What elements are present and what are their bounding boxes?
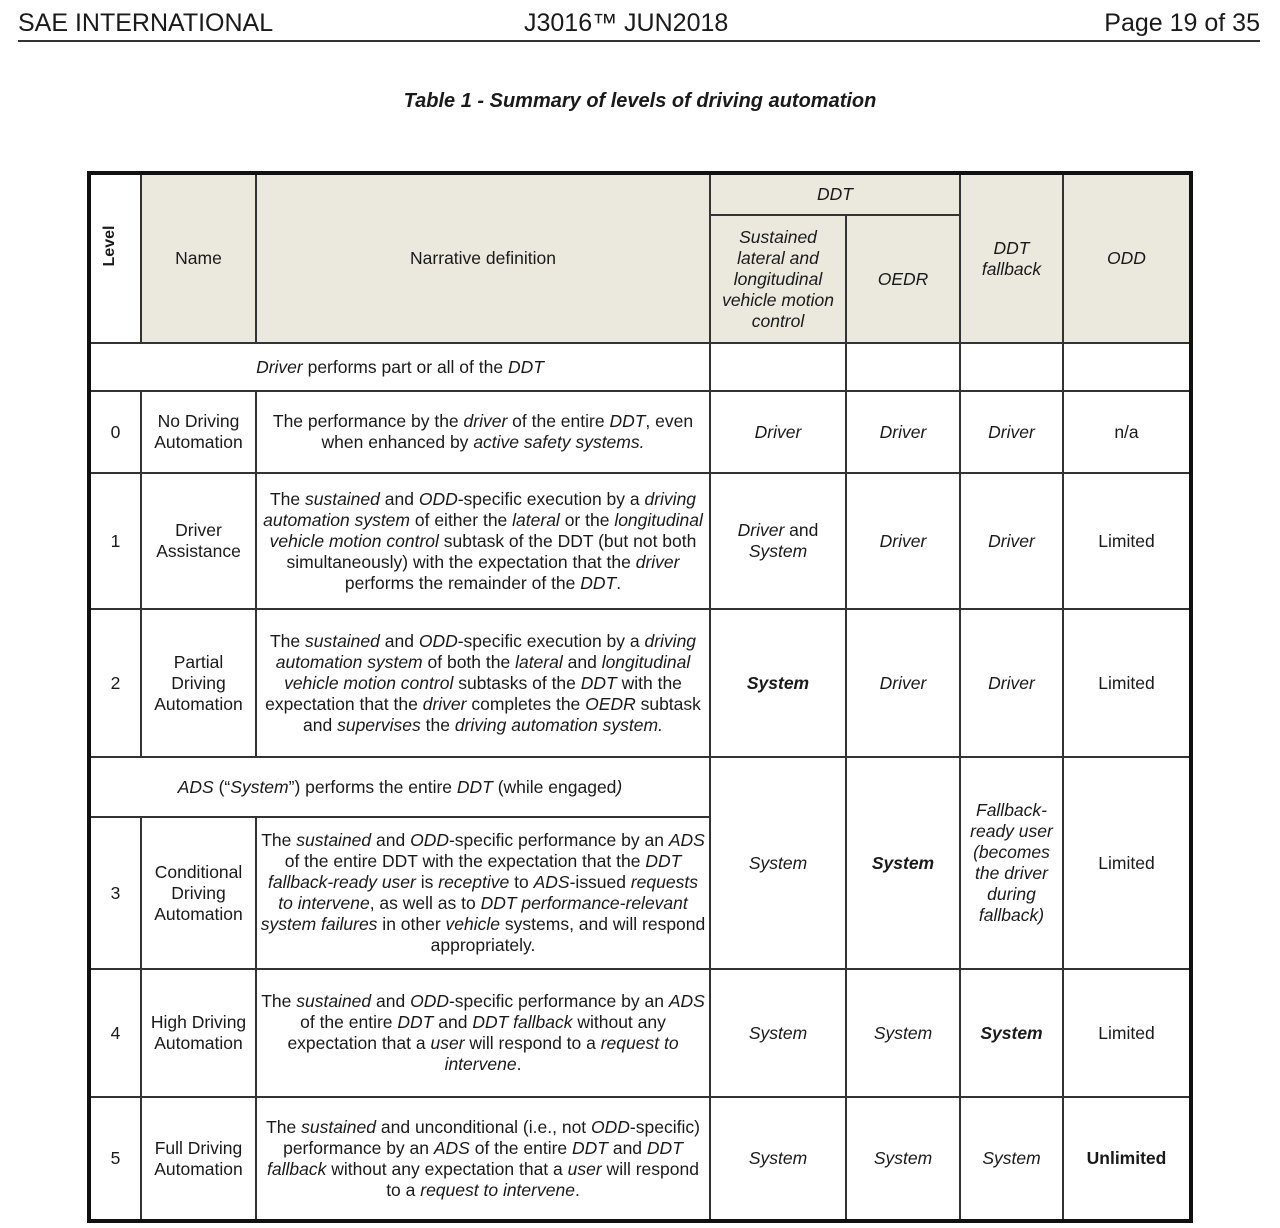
section-row [89,757,1191,817]
text-run: sustained [296,991,372,1011]
text-run: or the [559,509,615,530]
text-run: Driver [737,520,785,540]
text-run: System [230,776,289,797]
text-run: and [784,520,819,540]
text-run: n/a [1114,421,1139,442]
level-row [89,391,1191,473]
level-name: Partial Driving Automation [141,609,256,757]
text-run: and [607,1137,647,1158]
text-run: The performance by the [272,411,464,431]
text-run: longitudinal vehicle motion control [269,509,703,551]
text-run: ODD [418,488,458,509]
narrative-definition [256,817,710,969]
page-number: Page 19 of 35 [1104,9,1260,37]
text-run: System [748,541,808,561]
text-run: The [269,630,305,651]
section-label [89,343,710,391]
empty-cell [710,343,846,391]
text-run: . [616,572,622,593]
odd-cell [1063,473,1191,609]
text-run: , as well as to [369,893,481,913]
header-ddt-group: DDT [710,173,960,215]
text-run: subtask of the DDT (but not both simultaneously) with the expectation that the [286,530,697,572]
narrative-definition [256,969,710,1097]
text-run: will respond to a [386,1158,699,1200]
level-name: No Driving Automation [141,391,256,473]
narrative-definition [256,609,710,757]
odd-cell [1063,391,1191,473]
level-name: Conditional Driving Automation [141,817,256,969]
oedr-cell [846,609,960,757]
text-run: DDT [397,1012,434,1032]
text-run: of the entire [300,1012,398,1032]
narrative-definition [256,1097,710,1221]
oedr-cell [846,757,960,969]
text-run: and [379,630,419,651]
text-run: ODD [418,630,458,651]
level-number: 0 [89,391,141,473]
text-run: DDT fallback [267,1137,683,1179]
sustained-control-cell [710,609,846,757]
text-run: sustained [304,630,380,651]
text-run: DDT performance-relevant system failures [260,893,688,934]
org-name: SAE INTERNATIONAL [18,9,274,37]
text-run: is [415,872,439,892]
header-level: Level [89,173,141,343]
section-row [89,343,1191,391]
text-run: with the expectation that the [265,672,682,714]
text-run: and [433,1012,473,1032]
sustained-control-cell [710,391,846,473]
table-caption: Table 1 - Summary of levels of driving automation [403,90,877,112]
text-run: . [574,1179,580,1200]
doc-id: J3016™ JUN2018 [524,9,729,37]
text-run: and [379,488,419,509]
text-run: -specific) performance by an [283,1116,700,1158]
text-run: System [748,852,808,873]
text-run: DDT [580,672,617,693]
text-run: Fallback-ready user (becomes the driver during fallback) [970,800,1053,925]
text-run: -specific performance by an [448,991,669,1011]
header-name: Name [141,173,256,343]
text-run: and [371,991,411,1011]
level-name: High Driving Automation [141,969,256,1097]
text-run: without any expectation that a [287,1012,666,1053]
text-run: subtask and [303,693,701,735]
sustained-control-cell [710,969,846,1097]
text-run: ”) performs the entire [288,776,457,797]
text-run: of both the [422,651,516,672]
oedr-cell [846,1097,960,1221]
text-run: request to intervene [444,1033,679,1074]
level-row [89,473,1191,609]
automation-levels-table [87,171,1193,1223]
odd-cell [1063,1097,1191,1221]
oedr-cell [846,391,960,473]
header-narrative: Narrative definition [256,173,710,343]
level-name: Driver Assistance [141,473,256,609]
level-name: Full Driving Automation [141,1097,256,1221]
text-run: sustained [301,1116,377,1137]
header-odd: ODD [1063,173,1191,343]
text-run: requests to intervene [278,872,698,913]
text-run: -issued [569,872,631,892]
text-run: DDT fallback-ready user [268,851,682,892]
text-run: -specific performance by an [448,830,669,850]
text-run: vehicle [445,914,501,934]
text-run: driver [635,551,680,572]
text-run: Limited [1098,852,1155,873]
text-run: request to intervene [420,1179,575,1200]
text-run: (“ [213,776,231,797]
text-run: The [266,1116,302,1137]
odd-cell [1063,969,1191,1097]
fallback-cell [960,609,1063,757]
section-label [89,757,710,817]
text-run: of the entire DDT with the expectation that the [284,851,646,871]
text-run: of the entire [469,1137,573,1158]
text-run: System [982,1148,1041,1168]
text-run: longitudinal vehicle motion control [284,651,691,693]
text-run: DDT [572,1137,608,1158]
text-run: ADS [668,830,705,850]
sustained-control-cell [710,757,846,969]
text-run: Driver [879,672,927,693]
text-run: The [261,830,297,850]
text-run: sustained [304,488,380,509]
narrative-definition [256,391,710,473]
page-header [18,8,1260,42]
text-run: active safety systems. [473,432,645,452]
text-run: subtasks of the [453,672,581,693]
empty-cell [960,343,1063,391]
text-run: DDT [609,411,646,431]
text-run: System [873,1022,933,1043]
level-number: 3 [89,817,141,969]
text-run: ODD [591,1116,630,1137]
text-run: and unconditional (i.e., not [376,1116,592,1137]
text-run: Limited [1098,1022,1155,1043]
text-run: Limited [1098,672,1155,693]
text-run: OEDR [585,693,636,714]
empty-cell [1063,343,1191,391]
text-run: (while engaged [492,776,617,797]
fallback-cell [960,1097,1063,1221]
text-run: System [871,852,935,873]
text-run: The [261,991,297,1011]
header-ddt-fallback: DDT fallback [960,173,1063,343]
text-run: Driver [988,530,1035,551]
text-run: The [269,488,305,509]
level-number: 2 [89,609,141,757]
text-run: Driver [754,421,802,442]
text-run: -specific execution by a [457,488,645,509]
text-run: ADS [533,872,570,892]
text-run: Driver [879,530,927,551]
oedr-cell [846,969,960,1097]
text-run: performs the remainder of the [344,572,581,593]
text-run: in other [377,914,446,934]
text-run: Unlimited [1086,1148,1167,1168]
text-run: completes the [466,693,586,714]
text-run: driver [463,411,508,431]
empty-cell [846,343,960,391]
text-run: -specific execution by a [457,630,645,651]
level-number: 4 [89,969,141,1097]
text-run: ADS [668,991,705,1011]
text-run: DDT [456,776,493,797]
text-run: will respond to a [464,1033,601,1053]
odd-cell [1063,757,1191,969]
text-run: DDT [580,572,617,593]
text-run: . [516,1054,522,1074]
level-row [89,609,1191,757]
text-run: driver [422,693,467,714]
text-run: System [746,672,810,693]
header-oedr: OEDR [846,215,960,343]
text-run: ADS [177,776,214,797]
text-run: driving automation system [263,488,697,530]
text-run: systems, and will respond appropriately. [430,914,706,955]
text-run: supervises [337,714,421,735]
text-run: DDT [507,356,544,377]
text-run: driving automation system [275,630,697,672]
text-run: Limited [1098,530,1155,551]
text-run: System [873,1148,933,1168]
text-run: lateral [512,509,560,530]
fallback-cell [960,969,1063,1097]
text-run: Driver [988,672,1035,693]
text-run: without any expectation that a [326,1158,568,1179]
level-row [89,1097,1191,1221]
fallback-cell [960,757,1063,969]
text-run: of either the [410,509,513,530]
text-run: DDT fallback [472,1012,573,1032]
text-run: receptive [438,872,510,892]
fallback-cell [960,473,1063,609]
text-run: user [430,1033,465,1053]
header-sustained-control: Sustained lateral and longitudinal vehicle motion control [710,215,846,343]
level-number: 5 [89,1097,141,1221]
text-run: sustained [296,830,372,850]
text-run: ) [616,776,623,797]
sustained-control-cell [710,1097,846,1221]
narrative-definition [256,473,710,609]
sustained-control-cell [710,473,846,609]
odd-cell [1063,609,1191,757]
text-run: user [567,1158,602,1179]
text-run: System [748,1022,808,1043]
text-run: to [509,872,534,892]
text-run: performs part or all of the [302,356,508,377]
text-run: driving automation system. [454,714,663,735]
text-run: ODD [410,991,449,1011]
oedr-cell [846,473,960,609]
text-run: Driver [879,421,927,442]
text-run: ODD [410,830,449,850]
text-run: Driver [988,421,1035,442]
text-run: System [748,1148,808,1168]
level-number: 1 [89,473,141,609]
text-run: of the entire [507,411,610,431]
text-run: the [420,714,455,735]
text-run: Driver [256,356,303,377]
text-run: and [562,651,602,672]
text-run: , even when enhanced by [321,411,694,452]
level-row [89,969,1191,1097]
text-run: System [980,1022,1043,1043]
text-run: and [371,830,411,850]
text-run: ADS [433,1137,470,1158]
fallback-cell [960,391,1063,473]
text-run: lateral [515,651,563,672]
